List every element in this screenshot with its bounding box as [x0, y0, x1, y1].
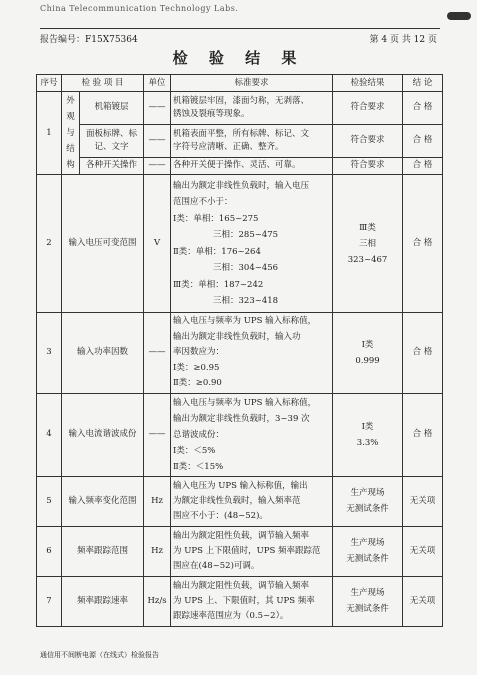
- col-header-unit: 单位: [144, 75, 171, 92]
- org-header: China Telecommunication Technology Labs.: [40, 4, 239, 13]
- result: 符合要求: [333, 157, 403, 175]
- report-number: 报告编号：F15X75364: [40, 35, 138, 45]
- table-row: [37, 313, 443, 394]
- conclusion: 无关项: [403, 576, 443, 626]
- table-row: [37, 526, 443, 576]
- requirement: 各种开关便于操作、灵活、可靠。: [171, 157, 333, 175]
- row-number: 1: [37, 92, 62, 175]
- row-number: 7: [37, 576, 62, 626]
- unit: V: [144, 175, 171, 313]
- requirement: 输出为额定阻性负载，调节输入频率 为 UPS 上、下限值时，其 UPS 频率 跟踪速率范围应为（0.5~2）。: [171, 576, 333, 626]
- row-number: 2: [37, 175, 62, 313]
- test-item: 频率跟踪范围: [62, 526, 144, 576]
- requirement: 输入电压与频率为 UPS 输入标称值， 输出为额定非线性负载时，3~39 次 总谐波成份： Ⅰ类：＜5% Ⅱ类：＜15%: [171, 393, 333, 476]
- results-table: [36, 74, 443, 627]
- unit: Hz: [144, 476, 171, 526]
- unit: Hz/s: [144, 576, 171, 626]
- row-number: 6: [37, 526, 62, 576]
- unit: Hz: [144, 526, 171, 576]
- result: 生产现场 无测试条件: [333, 526, 403, 576]
- unit: ——: [144, 124, 171, 157]
- test-item: 输入电流谐波成份: [62, 393, 144, 476]
- requirement: 输出为额定非线性负载时，输入电压 范围应不小于： Ⅰ类：单相：165~275 三相：285~475 Ⅱ类：单相：176~264 三相：304~456 Ⅲ类：单相：187~242 三相：323~418: [171, 175, 333, 313]
- conclusion: 无关项: [403, 526, 443, 576]
- col-header-item: 检 验 项 目: [62, 75, 144, 92]
- unit: ——: [144, 92, 171, 125]
- table-row: [37, 576, 443, 626]
- table-row: [37, 92, 443, 125]
- table-header-row: [37, 75, 443, 92]
- table-row: [37, 124, 443, 157]
- requirement: 机箱镀层牢固，漆面匀称，无剥落、 锈蚀及裂痕等现象。: [171, 92, 333, 125]
- row-number: 4: [37, 393, 62, 476]
- test-item: 机箱镀层: [80, 92, 144, 125]
- result: 生产现场 无测试条件: [333, 576, 403, 626]
- conclusion: 合 格: [403, 157, 443, 175]
- result: 生产现场 无测试条件: [333, 476, 403, 526]
- col-header-no: 序号: [37, 75, 62, 92]
- conclusion: 合 格: [403, 175, 443, 313]
- conclusion: 无关项: [403, 476, 443, 526]
- page-number: 第 4 页 共 12 页: [369, 35, 437, 45]
- item-group-label: 外 观 与 结 构: [62, 92, 80, 175]
- col-header-result: 检验结果: [333, 75, 403, 92]
- lab-logo: [447, 12, 471, 20]
- requirement: 输出为额定阻性负载，调节输入频率 为 UPS 上下限值时，UPS 频率跟踪范 围应在(48~52)可调。: [171, 526, 333, 576]
- conclusion: 合 格: [403, 124, 443, 157]
- conclusion: 合 格: [403, 313, 443, 394]
- page-title: 检 验 结 果: [172, 49, 305, 67]
- row-number: 5: [37, 476, 62, 526]
- unit: ——: [144, 393, 171, 476]
- table-row: [37, 476, 443, 526]
- test-item: 输入频率变化范围: [62, 476, 144, 526]
- result: 符合要求: [333, 92, 403, 125]
- test-item: 输入电压可变范围: [62, 175, 144, 313]
- result: Ⅲ类 三相 323~467: [333, 175, 403, 313]
- header-rule: [40, 28, 440, 29]
- result: 符合要求: [333, 124, 403, 157]
- test-item: 输入功率因数: [62, 313, 144, 394]
- test-item: 各种开关操作: [80, 157, 144, 175]
- seal-edge: [463, 280, 473, 340]
- footer-text: 通信用不间断电源（在线式）检验报告: [40, 651, 159, 659]
- requirement: 机箱表面平整，所有标牌、标记、文 字符号应清晰、正确、整齐。: [171, 124, 333, 157]
- row-number: 3: [37, 313, 62, 394]
- requirement: 输入电压为 UPS 输入标称值，输出 为额定非线性负载时，输入频率范 围应不小于：(48~52)。: [171, 476, 333, 526]
- table-row: [37, 157, 443, 175]
- result: Ⅰ类 0.999: [333, 313, 403, 394]
- result: Ⅰ类 3.3%: [333, 393, 403, 476]
- col-header-conclusion: 结 论: [403, 75, 443, 92]
- requirement: 输入电压与频率为 UPS 输入标称值， 输出为额定非线性负载时，输入功 率因数应为： Ⅰ类：≥0.95 Ⅱ类：≥0.90: [171, 313, 333, 394]
- test-item: 频率跟踪速率: [62, 576, 144, 626]
- test-item: 面板标牌、标记、文字: [80, 124, 144, 157]
- conclusion: 合 格: [403, 92, 443, 125]
- table-row: [37, 393, 443, 476]
- unit: ——: [144, 313, 171, 394]
- col-header-requirement: 标准要求: [171, 75, 333, 92]
- table-row: [37, 175, 443, 313]
- conclusion: 合 格: [403, 393, 443, 476]
- unit: ——: [144, 157, 171, 175]
